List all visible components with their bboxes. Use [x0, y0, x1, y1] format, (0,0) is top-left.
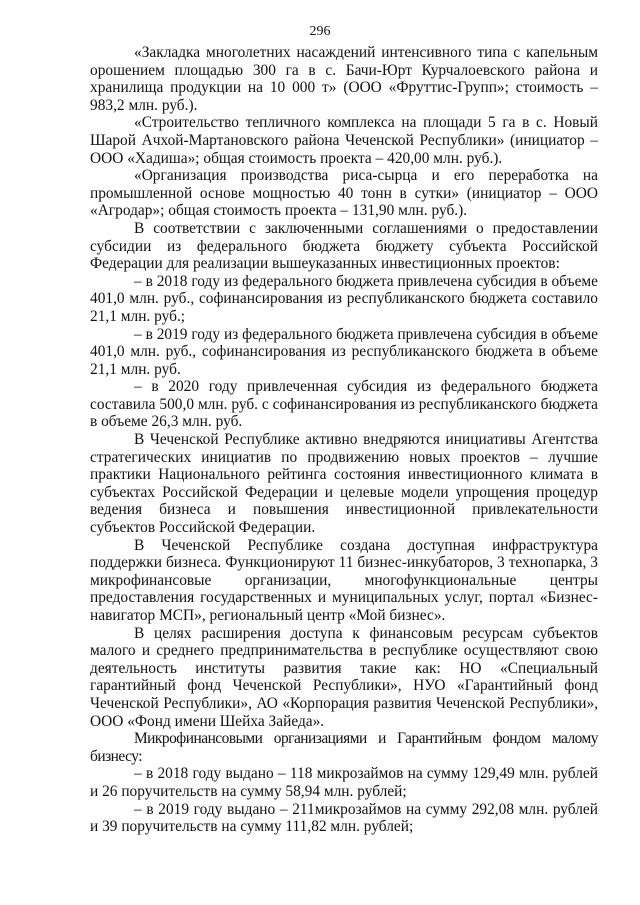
paragraph-subsidy-2019: – в 2019 году из федерального бюджета привлечена субсидия в объеме 401,0 млн. руб., софинансирования из республиканского бюджета в объеме 21,1 млн. руб.: [90, 325, 598, 378]
paragraph-loans-2019: – в 2019 году выдано – 211микрозаймов на сумму 292,08 млн. рублей и 39 поручительств на сумму 111,82 млн. рублей;: [90, 800, 598, 836]
document-body: [90, 44, 598, 836]
paragraph-subsidy-agreements: В соответствии с заключенными соглашениями о предоставлении субсидии из федерального бюджета бюджету субъекта Российской Федерации для реализации вышеуказанных инвестиционных проектов:: [90, 219, 598, 273]
paragraph-business-infrastructure: В Чеченской Республике создана доступная инфраструктура поддержки бизнеса. Функционируют 11 бизнес-инкубаторов, 3 технопарка, 3 микрофинансовые организации, многофункциональные центры предоставления государственных и муниципальных услуг, портал «Бизнес-навигатор МСП», региональный центр «Мой бизнес».: [90, 536, 598, 624]
paragraph-loans-2018: – в 2018 году выдано – 118 микрозаймов на сумму 129,49 млн. рублей и 26 поручительств на сумму 58,94 млн. рублей;: [90, 765, 598, 800]
paragraph-microfinance-heading: Микрофинансовыми организациями и Гарантийным фондом малому бизнесу:: [90, 730, 598, 765]
paragraph-orchard-project: «Закладка многолетних насаждений интенсивного типа с капельным орошением площадью 300 га в с. Бачи-Юрт Курчалоевского района и хранилища продукции на 10 000 т» (ООО «Фруттис-Групп»; стоимость – 983,2 млн. руб.).: [90, 44, 598, 114]
paragraph-subsidy-2018: – в 2018 году из федерального бюджета привлечена субсидия в объеме 401,0 млн. руб., софинансирования из республиканского бюджета составило 21,1 млн. руб.;: [90, 272, 598, 325]
paragraph-greenhouse-project: «Строительство тепличного комплекса на площади 5 га в с. Новый Шарой Ачхой-Мартановского района Чеченской Республики» (инициатор – ООО «Хадиша»; общая стоимость проекта – 420,00 млн. руб.).: [90, 114, 598, 167]
paragraph-development-institutions: В целях расширения доступа к финансовым ресурсам субъектов малого и среднего предпринимательства в республике осуществляют свою деятельность институты развития такие как: НО «Специальный гарантийный фонд Чеченской Республики», НУО «Гарантийный фонд Чеченской Республики», АО «Корпорация развития Чеченской Республики», ООО «Фонд имени Шейха Зайеда».: [90, 624, 598, 730]
page-number: 296: [309, 24, 331, 39]
paragraph-rice-project: «Организация производства риса-сырца и его переработка на промышленной основе мощностью 40 тонн в сутки» (инициатор – ООО «Агродар»; общая стоимость проекта – 131,90 млн. руб.).: [90, 167, 598, 220]
paragraph-subsidy-2020: – в 2020 году привлеченная субсидия из федерального бюджета составила 500,0 млн. руб. с софинансирования из республиканского бюджета в объеме 26,3 млн. руб.: [90, 378, 598, 431]
paragraph-asi-initiatives: В Чеченской Республике активно внедряются инициативы Агентства стратегических инициатив по продвижению новых проектов – лучшие практики Национального рейтинга состояния инвестиционного климата в субъектах Российской Федерации и целевые модели упрощения процедур ведения бизнеса и повышения инвестиционной привлекательности субъектов Российской Федерации.: [90, 431, 598, 537]
